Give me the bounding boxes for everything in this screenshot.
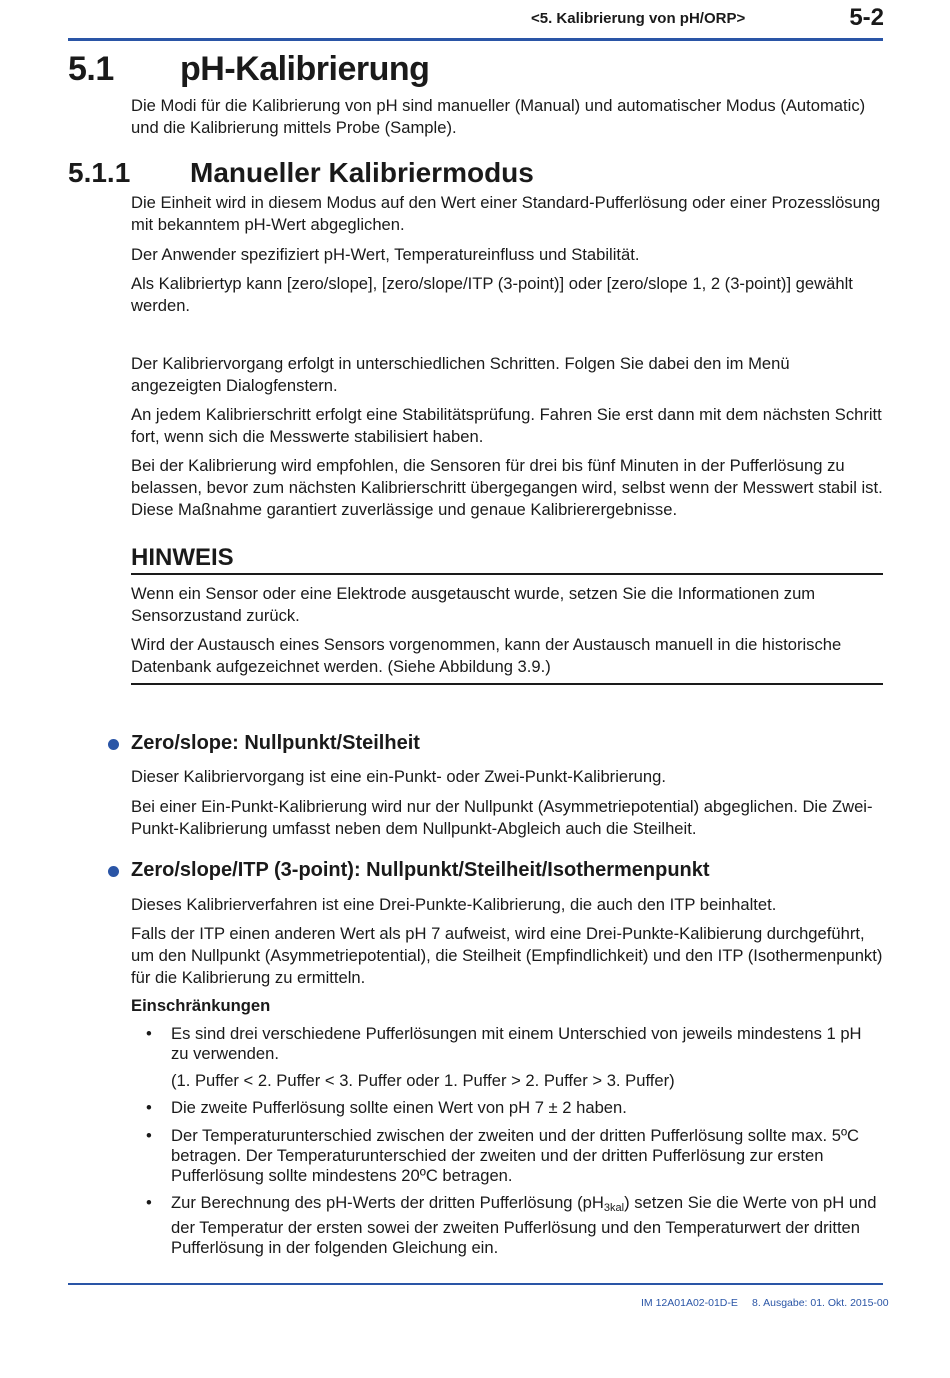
note-paragraph: Wenn ein Sensor oder eine Elektrode ausgetauscht wurde, setzen Sie die Informationen zum Sensorzustand zurück. (131, 584, 816, 625)
paragraph: Bei der Kalibrierung wird empfohlen, die Sensoren für drei bis fünf Minuten in der Pufferlösung zu belassen, bevor zum nächsten Kalibrierschritt übergegangen wird, selbst wenn der Messwert stabil ist. Diese Maßnahme garantiert zuverlässige und genaue Kalibrierergebnisse. (131, 456, 883, 519)
list-item: Der Temperaturunterschied zwischen der zweiten und der dritten Pufferlösung sollte max. 5ºC betragen. Der Temperaturunterschied der zweiten und der dritten Pufferlösung zur ersten Pufferlösung sollte mindestens 20ºC betragen. (171, 1126, 859, 1185)
bullet-heading: Zero/slope/ITP (3-point): Nullpunkt/Steilheit/Isothermenpunkt (131, 859, 710, 881)
list-item-text: Zur Berechnung des pH-Werts der dritten Pufferlösung (pH (171, 1193, 604, 1212)
paragraph: An jedem Kalibrierschritt erfolgt eine Stabilitätsprüfung. Fahren Sie erst dann mit dem nächsten Schritt fort, wenn sich die Messwerte stabilisiert haben. (131, 405, 882, 446)
subsection-number: 5.1.1 (68, 157, 131, 188)
note-title: HINWEIS (131, 544, 234, 571)
bullet-heading: Zero/slope: Nullpunkt/Steilheit (131, 732, 420, 754)
list-bullet: • (146, 1126, 152, 1145)
subsection-title: Manueller Kalibriermodus (190, 157, 534, 188)
paragraph: Als Kalibriertyp kann [zero/slope], [zero/slope/ITP (3-point)] oder [zero/slope 1, 2 (3-point)] gewählt werden. (131, 274, 853, 315)
running-header: <5. Kalibrierung von pH/ORP> (531, 10, 746, 27)
footer-rule (68, 1283, 883, 1285)
edition: 8. Ausgabe: 01. Okt. 2015-00 (752, 1297, 889, 1309)
page-number: 5-2 (849, 4, 884, 31)
list-bullet: • (146, 1098, 152, 1117)
paragraph: Bei einer Ein-Punkt-Kalibrierung wird nur der Nullpunkt (Asymmetriepotential) abgeglichen. Die Zwei-Punkt-Kalibrierung umfasst neben dem Nullpunkt-Abgleich auch die Steilheit. (131, 797, 873, 838)
section-intro: Die Modi für die Kalibrierung von pH sind manueller (Manual) und automatischer Modus (Automatic) und die Kalibrierung mittels Probe (Sample). (131, 96, 866, 137)
note-bottom-rule (131, 683, 883, 685)
list-item-note: (1. Puffer < 2. Puffer < 3. Puffer oder 1. Puffer > 2. Puffer > 3. Puffer) (171, 1071, 675, 1090)
paragraph: Dieses Kalibrierverfahren ist eine Drei-Punkte-Kalibrierung, die auch den ITP beinhaltet. (131, 895, 777, 914)
note-top-rule (131, 573, 883, 575)
paragraph: Falls der ITP einen anderen Wert als pH 7 aufweist, wird eine Drei-Punkte-Kalibierung durchgeführt, um den Nullpunkt (Asymmetriepotential), die Steilheit (Empfindlichkeit) und den ITP (Isothermenpunkt) für die Kalibrierung zu ermitteln. (131, 924, 883, 987)
subscript: 3kal (603, 1202, 625, 1214)
list-bullet: • (146, 1024, 152, 1043)
section-number: 5.1 (68, 50, 114, 88)
list-item: Es sind drei verschiedene Pufferlösungen mit einem Unterschied von jeweils mindestens 1 pH zu verwenden. (171, 1024, 862, 1063)
paragraph: Der Kalibriervorgang erfolgt in unterschiedlichen Schritten. Folgen Sie dabei den im Menü angezeigten Dialogfenstern. (131, 354, 790, 395)
bullet-dot-icon (108, 866, 119, 877)
list-item (171, 1193, 883, 1258)
paragraph: Der Anwender spezifiziert pH-Wert, Temperatureinfluss und Stabilität. (131, 245, 640, 264)
list-bullet: • (146, 1193, 152, 1212)
restrictions-heading: Einschränkungen (131, 996, 271, 1015)
paragraph: Dieser Kalibriervorgang ist eine ein-Punkt- oder Zwei-Punkt-Kalibrierung. (131, 767, 666, 786)
note-paragraph: Wird der Austausch eines Sensors vorgenommen, kann der Austausch manuell in die historische Datenbank aufgezeichnet werden. (Siehe Abbildung 3.9.) (131, 635, 842, 676)
section-title: pH-Kalibrierung (180, 50, 430, 88)
list-item-text: ) setzen Sie die Werte von pH und der Temperatur der ersten sowei der zweiten Pufferlösung und den Temperaturwert der dritten Pufferlösung in der folgenden Gleichung ein. (171, 1193, 877, 1257)
doc-id: IM 12A01A02-01D-E (641, 1297, 738, 1309)
header-rule (68, 38, 883, 41)
list-item: Die zweite Pufferlösung sollte einen Wert von pH 7 ± 2 haben. (171, 1098, 627, 1117)
subsection-heading (68, 157, 534, 189)
bullet-dot-icon (108, 739, 119, 750)
section-heading (68, 50, 429, 89)
paragraph: Die Einheit wird in diesem Modus auf den Wert einer Standard-Pufferlösung oder einer Prozesslösung mit bekanntem pH-Wert abgeglichen. (131, 193, 881, 234)
